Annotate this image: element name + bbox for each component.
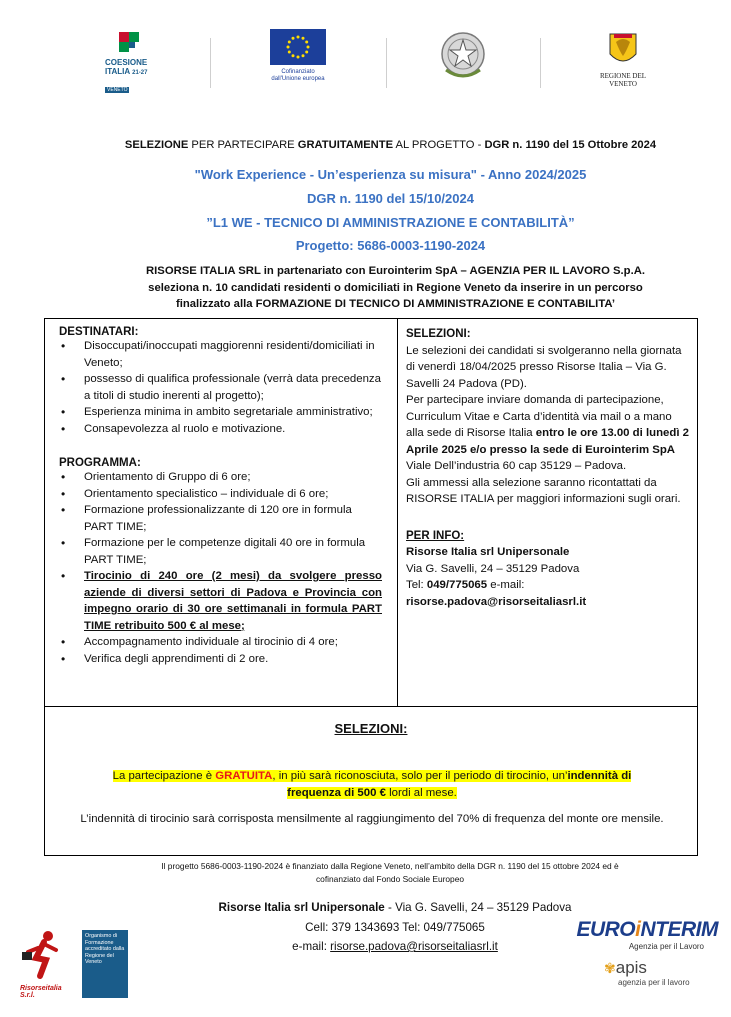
selezioni-box-p1	[74, 768, 670, 802]
contact-email-link[interactable]: risorse.padova@risorseitaliasrl.it	[330, 940, 498, 953]
programma-list	[59, 469, 382, 667]
coesione-logo	[105, 28, 155, 93]
per-info-company: Risorse Italia srl Unipersonale	[406, 546, 570, 558]
divider	[386, 38, 387, 88]
selezioni-deadline: entro le ore 13.00 di lunedì 2 Aprile 2025 e/o presso la sede di Eurointerim SpA	[406, 427, 689, 456]
running-man-icon	[20, 930, 64, 980]
euro-a: EURO	[576, 918, 636, 941]
headline-bold3: DGR n. 1190 del 15 Ottobre 2024	[484, 139, 657, 151]
left-column	[59, 326, 382, 667]
per-info-contacts	[406, 577, 691, 594]
list-item-tirocinio	[59, 568, 382, 634]
eu-caption-1: Cofinanziato	[281, 69, 315, 75]
coesione-region: VENETO	[107, 87, 128, 93]
euro-b: NTERIM	[640, 918, 718, 941]
apis-logo	[604, 958, 704, 987]
selezioni-right-title: SELEZIONI:	[406, 328, 471, 340]
list-item: • Esperienza minima in ambito segretariale amministrativo;	[59, 404, 382, 421]
coesione-years: 21-27	[132, 70, 148, 76]
intro	[0, 263, 731, 313]
italian-emblem-icon	[440, 30, 486, 80]
list-item: • Verifica degli apprendimenti di 2 ore.	[59, 651, 382, 668]
selezioni-text-3: Gli ammessi alla selezione saranno ricontattati da RISORSE ITALIA per maggiori informazioni sugli orari.	[406, 476, 681, 505]
regione-veneto-logo	[588, 32, 658, 88]
email-label: e-mail:	[487, 579, 525, 591]
list-item: • Consapevolezza al ruolo e motivazione.	[59, 421, 382, 438]
veneto-caption: REGIONE DEL VENETO	[599, 72, 647, 88]
apis-bee-icon: ✾	[604, 960, 616, 976]
organismo-text: Organismo di Formazione accreditato dalla Regione del Veneto	[85, 933, 125, 965]
headline-text2: AL PROGETTO -	[393, 139, 485, 151]
coesione-line1: COESIONE	[105, 58, 148, 67]
eu-flag-icon	[270, 29, 326, 65]
per-info-email[interactable]: risorse.padova@risorseitaliasrl.it	[406, 595, 587, 608]
contact-line-1	[130, 898, 660, 918]
right-column	[406, 326, 691, 610]
list-item: • Formazione per le competenze digitali 40 ore in formula PART TIME;	[59, 535, 382, 568]
programma-title: PROGRAMMA:	[59, 457, 141, 469]
list-item: • Disoccupati/inoccupati maggiorenni residenti/domiciliati in Veneto;	[59, 338, 382, 371]
footer-note-line-2: cofinanziato dal Fondo Sociale Europeo	[315, 874, 465, 884]
divider	[540, 38, 541, 88]
coesione-line2: ITALIA	[105, 67, 130, 76]
selezioni-box-p2: L’indennità di tirocinio sarà corrisposta mensilmente al raggiungimento del 70% di frequenza del monte ore mensile.	[80, 813, 664, 825]
list-item: • Orientamento specialistico – individuale di 6 ore;	[59, 486, 382, 503]
euro-i: i	[635, 918, 641, 941]
project-line-3: ”L1 WE - TECNICO DI AMMINISTRAZIONE E CONTABILITÀ”	[206, 215, 575, 230]
p1-c: lordi al mese.	[385, 787, 457, 799]
eurointerim-sub: Agenzia per il Lavoro	[628, 942, 704, 951]
table-row-divider	[44, 706, 698, 707]
organismo-badge	[82, 930, 128, 998]
selezioni-text-2	[406, 392, 691, 475]
footer-note	[70, 860, 710, 886]
gratuita-badge: GRATUITA	[215, 770, 273, 782]
project-line-4: Progetto: 5686-0003-1190-2024	[295, 238, 486, 253]
p1-bold1: indennità di	[567, 770, 632, 782]
eurointerim-logo	[568, 918, 718, 951]
project-line-2: DGR n. 1190 del 15/10/2024	[307, 191, 474, 206]
risorseitalia-name: Risorseitalia S.r.l.	[20, 985, 62, 999]
contact-phones: Cell: 379 1343693 Tel: 049/775065	[305, 920, 485, 934]
headline-bold2: GRATUITAMENTE	[297, 139, 394, 151]
selezioni-text-1: Le selezioni dei candidati si svolgeranno nella giornata di venerdì 18/04/2025 presso Risorse Italia – Via G. Savelli 24 Padova (PD).	[406, 344, 682, 390]
contact-address: - Via G. Savelli, 24 – 35129 Padova	[384, 901, 572, 914]
eurointerim-wordmark	[568, 918, 718, 942]
selezioni-text-2c: Viale Dell’industria 60 cap 35129 – Padova.	[406, 460, 627, 472]
divider	[210, 38, 211, 88]
headline-bold1: SELEZIONE	[124, 139, 189, 151]
eu-caption-2: dall'Unione europea	[271, 76, 325, 82]
contact-email-label: e-mail:	[292, 940, 331, 953]
risorseitalia-logo	[20, 930, 78, 999]
list-item: • possesso di qualifica professionale (verrà data precedenza a titoli di studio inerenti al progetto);	[59, 371, 382, 404]
list-item: • Accompagnamento individuale al tirocinio di 4 ore;	[59, 634, 382, 651]
per-info-tel[interactable]: 049/775065	[426, 579, 488, 591]
per-info-address: Via G. Savelli, 24 – 35129 Padova	[406, 562, 580, 575]
destinatari-list	[59, 338, 382, 437]
intro-line-1: RISORSE ITALIA SRL in partenariato con Eurointerim SpA – AGENZIA PER IL LAVORO S.p.A.	[146, 265, 645, 277]
p1-b: , in più sarà riconosciuta, solo per il periodo di tirocinio, un’	[272, 770, 568, 782]
apis-wordmark	[604, 958, 704, 978]
italian-emblem-logo	[440, 30, 486, 85]
selezioni-box-title: SELEZIONI:	[334, 721, 408, 736]
project-line-1: "Work Experience - Un’esperienza su misura" - Anno 2024/2025	[194, 167, 587, 182]
coesione-mark-icon	[115, 28, 145, 58]
selezioni-text-2a: Per partecipare inviare domanda di partecipazione, Curriculum Vitae e Carta d’identità via mail o a mano alla sede di Risorse Italia	[406, 394, 672, 439]
contact-company: Risorse Italia srl Unipersonale	[218, 901, 385, 914]
intro-line-3: finalizzato alla FORMAZIONE DI TECNICO DI AMMINISTRAZIONE E CONTABILITA’	[175, 298, 616, 310]
tel-label: Tel:	[406, 579, 427, 591]
headline	[0, 139, 731, 151]
list-item: • Orientamento di Gruppo di 6 ore;	[59, 469, 382, 486]
footer-note-line-1: Il progetto 5686-0003-1190-2024 è finanziato dalla Regione Veneto, nell’ambito della DGR n. 1190 del 15 ottobre 2024 ed è	[161, 861, 619, 871]
intro-line-2: seleziona n. 10 candidati residenti o domiciliati in Regione Veneto da inserire in un percorso	[148, 281, 643, 294]
apis-sub: agenzia per il lavoro	[618, 978, 690, 987]
destinatari-title: DESTINATARI:	[59, 326, 139, 338]
p1-bold2: frequenza di 500 €	[287, 787, 386, 799]
apis-text: apis	[615, 958, 647, 977]
table-column-divider	[397, 318, 398, 706]
p1-a: La partecipazione è	[112, 770, 216, 782]
per-info-title: PER INFO:	[406, 529, 465, 542]
tirocinio-text: Tirocinio di 240 ore (2 mesi) da svolgere presso aziende di diversi settori di Padova e Provincia con impegno orario di 30 ore settimanali in formula PART TIME retribuito 500 € al mese;	[84, 570, 382, 632]
list-item: • Formazione professionalizzante di 120 ore in formula PART TIME;	[59, 502, 382, 535]
lion-of-st-mark-icon	[608, 32, 638, 68]
headline-text1: PER PARTECIPARE	[188, 139, 298, 151]
eu-logo	[262, 29, 334, 83]
